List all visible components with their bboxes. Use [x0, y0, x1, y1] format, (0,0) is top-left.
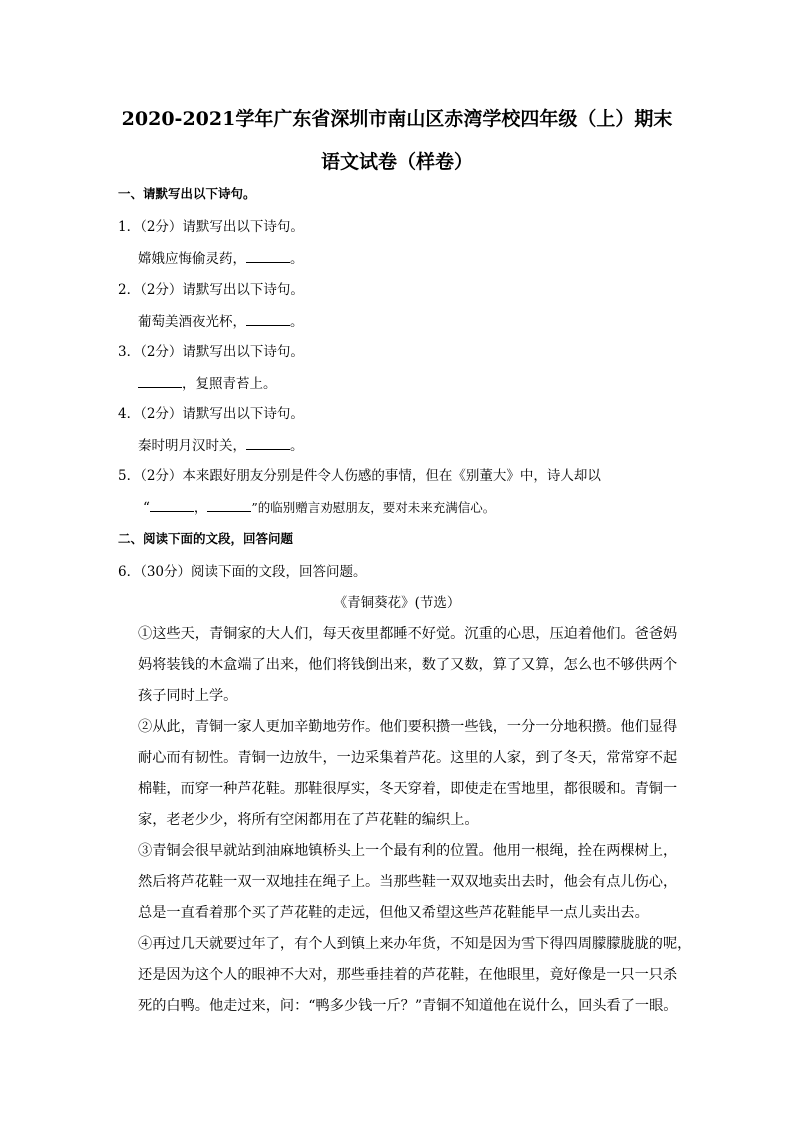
question-4-answer-line: [138, 436, 304, 455]
question-5-answer-line: [143, 498, 495, 517]
passage-line-1: ①这些天，青铜家的大人们，每天夜里都睡不好觉。沉重的心思，压迫着他们。爸爸妈: [138, 626, 678, 642]
passage-line-5: 耐心而有韧性。青铜一边放牛，一边采集着芦花。这里的人家，到了冬天，常常穿不起: [138, 750, 678, 766]
question-3-answer-line: [138, 374, 277, 393]
question-1-blank[interactable]: [246, 249, 290, 263]
question-1-answer-line: [138, 249, 304, 268]
section1-heading: 一、请默写出以下诗句。: [118, 186, 256, 201]
question-5-open-quote: “: [143, 500, 150, 516]
question-4-stem: 4．（2分）请默写出以下诗句。: [118, 406, 304, 422]
passage-line-13: 死的白鸭。他走过来，问：“鸭多少钱一斤？”青铜不知道他在说什么，回头看了一眼。: [138, 998, 678, 1014]
exam-title-line1: 2020-2021学年广东省深圳市南山区赤湾学校四年级（上）期末: [121, 108, 673, 130]
question-6-stem: 6．（30分）阅读下面的文段，回答问题。: [118, 564, 367, 580]
passage-line-9: 然后将芦花鞋一双一双地挂在绳子上。当那些鞋一双双地卖出去时，他会有点儿伤心，: [138, 874, 678, 890]
passage-line-10: 总是一直看着那个买了芦花鞋的走远，但他又希望这些芦花鞋能早一点儿卖出去。: [138, 905, 649, 921]
passage-line-4: ②从此，青铜一家人更加辛勤地劳作。他们要积攒一些钱，一分一分地积攒。他们显得: [138, 719, 678, 735]
question-1-text: 嫦娥应悔偷灵药，: [138, 251, 246, 267]
passage-line-12: 还是因为这个人的眼神不大对，那些垂挂着的芦花鞋，在他眼里，竟好像是一只一只杀: [138, 967, 678, 983]
question-5-blank-1[interactable]: [150, 498, 194, 512]
question-2-blank[interactable]: [246, 312, 290, 326]
question-2-stem: 2．（2分）请默写出以下诗句。: [118, 282, 304, 298]
question-2-end: 。: [290, 314, 304, 330]
question-4-text: 秦时明月汉时关，: [138, 438, 246, 454]
question-4-blank[interactable]: [246, 436, 290, 450]
exam-title-line2: 语文试卷（样卷）: [320, 151, 473, 173]
passage-title: 《青铜葵花》(节选）: [333, 595, 461, 611]
question-1-end: 。: [290, 251, 304, 267]
passage-line-3: 孩子同时上学。: [138, 688, 238, 704]
question-3-blank[interactable]: [138, 374, 182, 388]
passage-line-7: 家，老老少少，将所有空闲都用在了芦花鞋的编织上。: [138, 812, 479, 828]
question-5-blank-2[interactable]: [207, 498, 251, 512]
question-5-rest: ”的临别赠言劝慰朋友，要对未来充满信心。: [251, 500, 496, 515]
passage-line-11: ④再过几天就要过年了，有个人到镇上来办年货，不知是因为雪下得四周朦朦胧胧的呢，: [138, 936, 692, 952]
question-4-end: 。: [290, 438, 304, 454]
question-2-answer-line: [138, 312, 304, 331]
section2-heading: 二、阅读下面的文段，回答问题: [118, 531, 294, 546]
passage-line-6: 棉鞋，而穿一种芦花鞋。那鞋很厚实，冬天穿着，即使走在雪地里，都很暖和。青铜一: [138, 781, 678, 797]
question-5-comma: ，: [193, 500, 208, 516]
question-2-text: 葡萄美酒夜光杯，: [138, 314, 246, 330]
question-3-text: ，复照青苔上。: [182, 376, 277, 392]
passage-line-8: ③青铜会很早就站到油麻地镇桥头上一个最有利的位置。他用一根绳，拴在两棵树上，: [138, 843, 678, 859]
question-5-stem: 5．（2分）本来跟好朋友分别是件令人伤感的事情，但在《别董大》中，诗人却以: [118, 468, 601, 484]
question-3-stem: 3．（2分）请默写出以下诗句。: [118, 344, 304, 360]
question-1-stem: 1．（2分）请默写出以下诗句。: [118, 219, 304, 235]
passage-line-2: 妈将装钱的木盒端了出来，他们将钱倒出来，数了又数，算了又算，怎么也不够供两个: [138, 657, 678, 673]
